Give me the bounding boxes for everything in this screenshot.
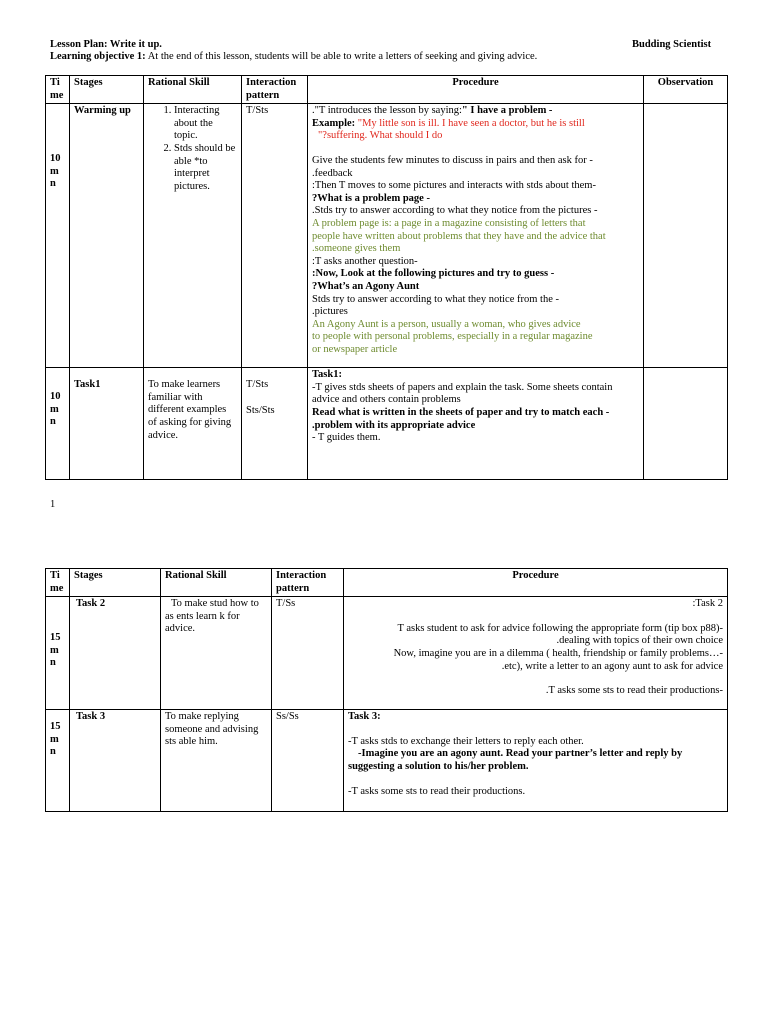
rational-cell: To make replying someone and advising sts able him.	[161, 710, 272, 812]
procedure-cell: :Task 2 T asks student to ask for advice following the appropriate form (tip box p88)- .dealing with topics of their own choice Now, imagine you are in a dilemma ( health, friendship or family problems…- .etc), write a letter to an agony aunt to ask for advice .T asks some sts to read their productions-	[344, 597, 728, 710]
rational-cell: 1. Interacting about the topic. 2. Stds should be able *to interpret pictures.	[144, 104, 242, 368]
rational-cell: To make learners familiar with different examples of asking for giving advice.	[144, 368, 242, 480]
lesson-table-2	[45, 568, 728, 812]
time-cell: 10 m n	[46, 368, 70, 480]
learning-objective: Learning objective 1: At the end of this lesson, students will be able to write a letters of seeking and giving advice.	[50, 51, 538, 62]
procedure-cell: Task 3: -T asks stds to exchange their letters to reply each other. -Imagine you are an agony aunt. Read your partner’s letter and reply by suggesting a solution to his/her problem. -T asks some sts to read their productions.	[344, 710, 728, 812]
observation-cell	[644, 104, 728, 368]
table-header-row	[46, 76, 728, 104]
col-header-stages: Stages	[70, 569, 161, 597]
interaction-cell: T/Sts Sts/Sts	[242, 368, 308, 480]
stage-cell: Task1	[70, 368, 144, 480]
interaction-cell: Ss/Ss	[272, 710, 344, 812]
time-cell: 15 m n	[46, 597, 70, 710]
col-header-procedure: Procedure	[344, 569, 728, 597]
table-row	[46, 597, 728, 710]
time-cell: 15 m n	[46, 710, 70, 812]
time-cell: 10 m n	[46, 104, 70, 368]
interaction-cell: T/Ss	[272, 597, 344, 710]
col-header-time: Ti me	[46, 569, 70, 597]
procedure-cell: ."T introduces the lesson by saying:" I have a problem - Example: "My little son is ill. I have seen a doctor, but he is still "?suffering. What should I do Give the students few minutes to discuss in pairs and then ask for - .feedback :Then T moves to some pictures and interacts with stds about them- ?What is a problem page - .Stds try to answer according to what they notice from the pictures - A problem page is: a page in a magazine consisting of letters that people have written about problems that they have and the advice that .someone gives them :T asks another question- :Now, Look at the following pictures and try to guess - ?What’s an Agony Aunt Stds try to answer according to what they notice from the - .pictures An Agony Aunt is a person, usually a woman, who gives advice to people with personal problems, especially in a regular magazine or newspaper article	[308, 104, 644, 368]
page-number: 1	[50, 499, 56, 510]
procedure-cell: Task1: -T gives stds sheets of papers and explain the task. Some sheets contain advice and others contain problems Read what is written in the sheets of paper and try to match each - .problem with its appropriate advice - T guides them.	[308, 368, 644, 480]
stage-cell: Warming up	[70, 104, 144, 368]
lesson-title: Lesson Plan: Write it up.	[50, 39, 162, 50]
table-row	[46, 368, 728, 480]
observation-cell	[644, 368, 728, 480]
table-header-row	[46, 569, 728, 597]
col-header-rational: Rational Skill	[144, 76, 242, 104]
col-header-rational: Rational Skill	[161, 569, 272, 597]
table-row	[46, 104, 728, 368]
col-header-procedure: Procedure	[308, 76, 644, 104]
col-header-time: Ti me	[46, 76, 70, 104]
interaction-cell: T/Sts	[242, 104, 308, 368]
col-header-observation: Observation	[644, 76, 728, 104]
brand-label: Budding Scientist	[632, 39, 712, 50]
lesson-table-1	[45, 75, 728, 480]
table-row	[46, 710, 728, 812]
col-header-interaction: Interaction pattern	[272, 569, 344, 597]
col-header-stages: Stages	[70, 76, 144, 104]
col-header-interaction: Interaction pattern	[242, 76, 308, 104]
rational-cell: To make stud how to as ents learn k for advice.	[161, 597, 272, 710]
stage-cell: Task 2	[70, 597, 161, 710]
stage-cell: Task 3	[70, 710, 161, 812]
